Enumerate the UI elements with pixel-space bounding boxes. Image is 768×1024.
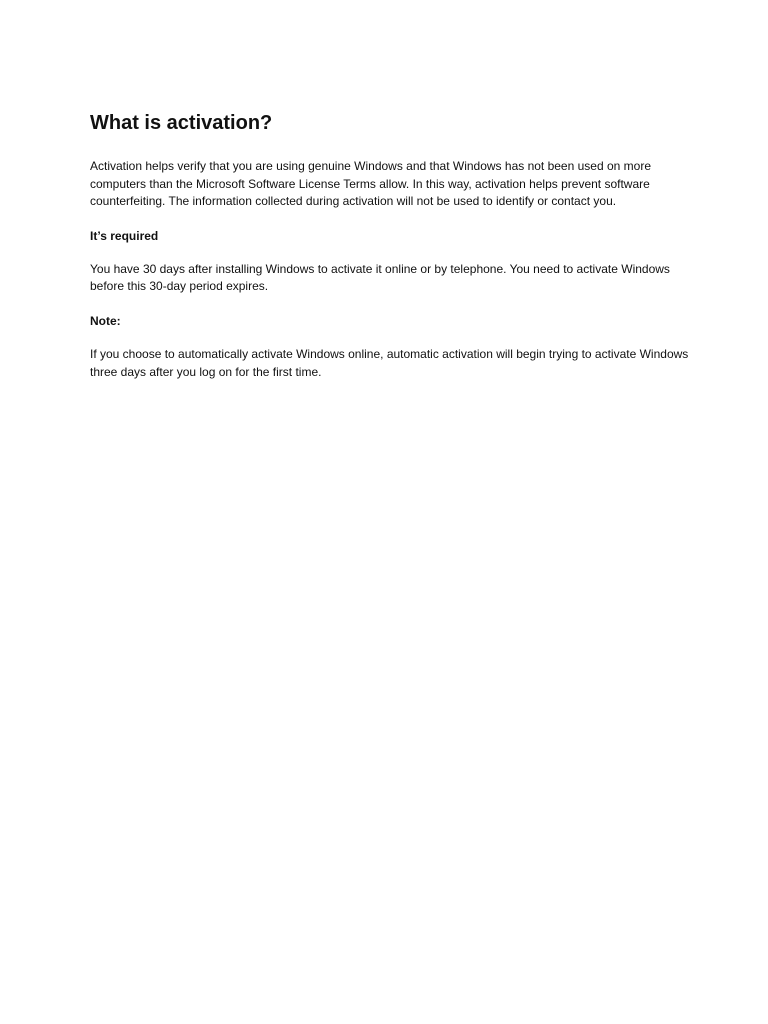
intro-paragraph: Activation helps verify that you are using genuine Windows and that Windows has not been used on more computers than the Microsoft Software License Terms allow. In this way, activation helps prevent software counterfeiting. The information collected during activation will not be used to identify or contact you. [90, 159, 651, 209]
required-heading: It’s required [90, 228, 159, 243]
document-title: What is activation? [90, 112, 273, 134]
required-paragraph: You have 30 days after installing Windows to activate it online or by telephone. You need to activate Windows before this 30-day period expires. [90, 261, 670, 294]
note-paragraph: If you choose to automatically activate Windows online, automatic activation will begin trying to activate Windows three days after you log on for the first time. [90, 346, 689, 379]
note-heading: Note: [90, 313, 121, 328]
document-page [90, 108, 690, 397]
